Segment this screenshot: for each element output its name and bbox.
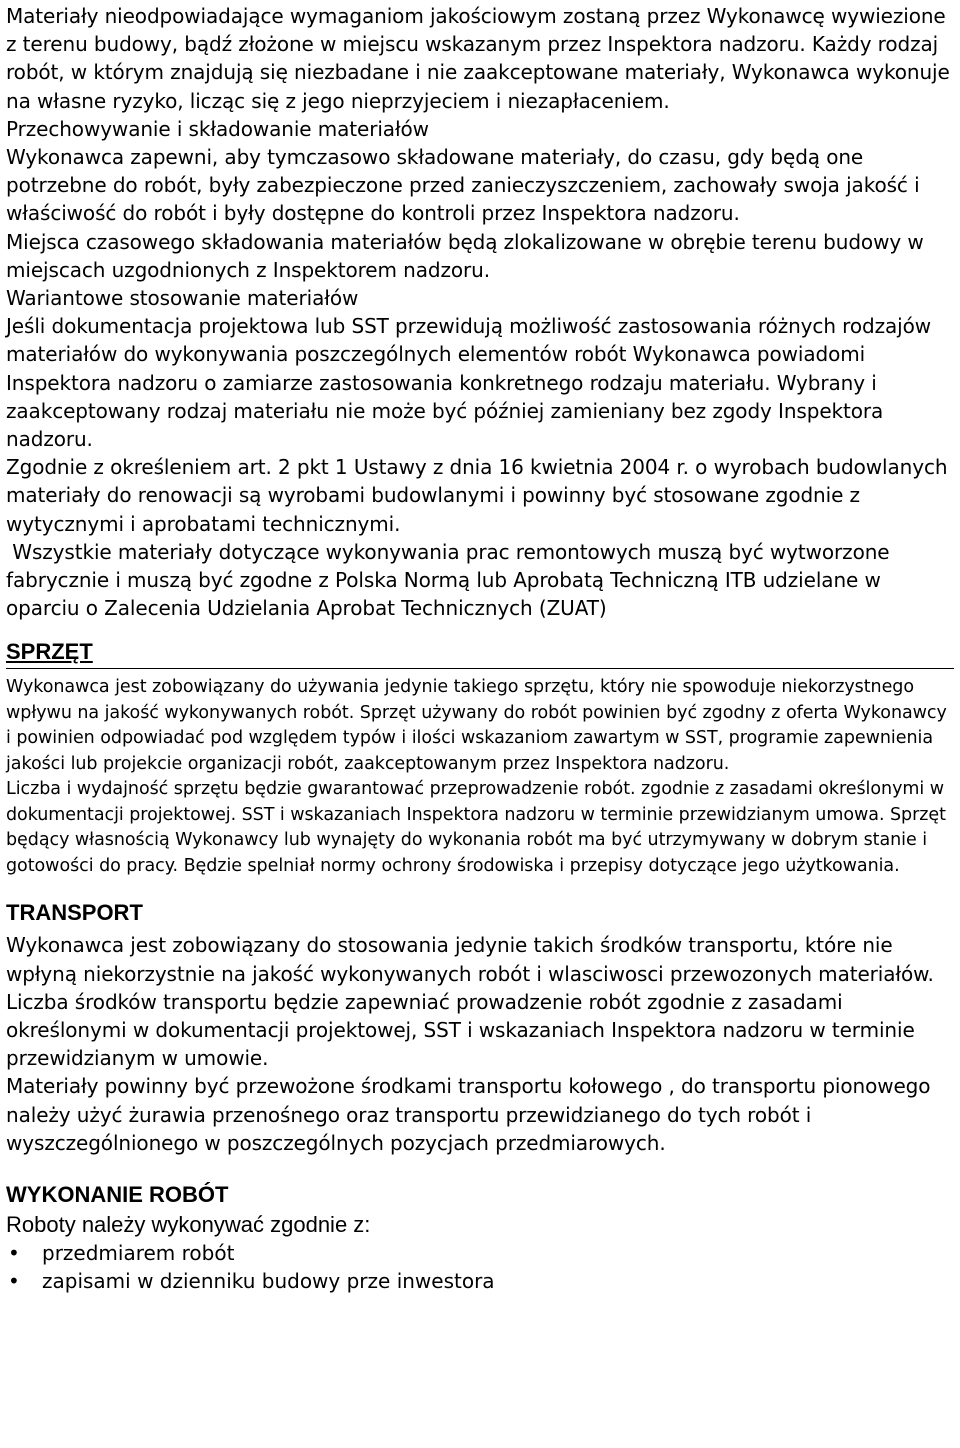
section-heading-wykonanie: WYKONANIE ROBÓT <box>6 1182 229 1208</box>
wykonanie-list <box>6 1239 954 1295</box>
paragraph-transport-vertical: Materiały powinny być przewożone środkami transportu kołowego , do transportu pionowego należy użyć żurawia przenośnego oraz transportu przewidzianego do tych robót i wyszczególnionego w poszczególnych pozycjach przedmiarowych. <box>6 1074 943 1155</box>
sprzet-section <box>6 638 954 879</box>
paragraph-legal-reference: Zgodnie z określeniem art. 2 pkt 1 Ustawy z dnia 16 kwietnia 2004 r. o wyrobach budowlanych materiały do renowacji są wyrobami budowlanymi i powinny być stosowane zgodnie z wytycznymi i aprobatami technicznymi. <box>6 455 948 536</box>
subheading-storage: Przechowywanie i składowanie materiałów <box>6 116 429 141</box>
paragraph-factory-materials: Wszystkie materiały dotyczące wykonywania prac remontowych muszą być wytworzone fabrycznie i muszą być zgodne z Polska Normą lub Aprobatą Techniczną ITB udzielane w oparciu o Zalecenia Udzielania Aprobat Technicznych (ZUAT) <box>6 539 896 621</box>
materials-section <box>6 2 954 622</box>
section-heading-sprzet-text: SPRZĘT <box>6 639 93 665</box>
paragraph-equipment-capacity: Liczba i wydajność sprzętu będzie gwarantować przeprowadzenie robót. zgodnie z zasadami określonymi w dokumentacji projektowej. SST i wskazaniach Inspektora nadzoru w terminie przewidzianym umowa. Sprzęt będący własnością Wykonawcy lub wynajęty do wykonania robót ma być utrzymywany w dobrym stanie i gotowości do pracy. Będzie spelniał normy ochrony środowiska i przepisy dotyczące jego użytkowania. <box>6 779 946 876</box>
paragraph-storage: Wykonawca zapewni, aby tymczasowo składowane materiały, do czasu, gdy będą one potrzebne do robót, były zabezpieczone przed zanieczyszczeniem, zachowały swoja jakość i właściwość do robót i były dostępne do kontroli przez Inspektora nadzoru. <box>6 145 920 226</box>
paragraph-transport-means: Wykonawca jest zobowiązany do stosowania jedynie takich środków transportu, które nie wpłyną niekorzystnie na jakość wykonywanych robót i wlasciwosci przewozonych materiałów. Liczba środków transportu będzie zapewniać prowadzenie robót zgodnie z zasadami określonymi w dokumentacji projektowej, SST i wskazaniach Inspektora nadzoru w terminie przewidzianym w umowie. <box>6 933 934 1071</box>
list-item-text: przedmiarem robót <box>42 1241 235 1266</box>
list-item <box>6 1239 954 1267</box>
section-heading-sprzet <box>6 638 954 669</box>
bullet-icon: • <box>8 1241 20 1266</box>
bullet-icon: • <box>8 1269 20 1294</box>
transport-section <box>6 899 954 1157</box>
list-item-text: zapisami w dzienniku budowy prze inwestora <box>42 1269 495 1294</box>
wykonanie-section <box>6 1181 954 1295</box>
paragraph-rejected-materials: Materiały nieodpowiadające wymaganiom jakościowym zostaną przez Wykonawcę wywiezione z terenu budowy, bądź złożone w miejscu wskazanym przez Inspektora nadzoru. Każdy rodzaj robót, w którym znajdują się niezbadane i nie zaakceptowane materiały, Wykonawca wykonuje na własne ryzyko, licząc się z jego nieprzyjeciem i niezapłaceniem. <box>6 4 950 113</box>
subheading-alternative-materials: Wariantowe stosowanie materiałów <box>6 286 359 311</box>
list-item <box>6 1267 954 1295</box>
wykonanie-intro: Roboty należy wykonywać zgodnie z: <box>6 1212 371 1238</box>
section-heading-transport: TRANSPORT <box>6 900 143 926</box>
paragraph-equipment-usage: Wykonawca jest zobowiązany do używania jedynie takiego sprzętu, który nie spowoduje niekorzystnego wpływu na jakość wykonywanych robót. Sprzęt używany do robót powinien być zgodny z oferta Wykonawcy i powinien odpowiadać pod względem typów i ilości wskazaniom zawartym w SST, programie zapewnienia jakości lub projekcie organizacji robót, zaakceptowanym przez Inspektora nadzoru. <box>6 677 947 774</box>
paragraph-storage-locations: Miejsca czasowego składowania materiałów będą zlokalizowane w obrębie terenu budowy w miejscach uzgodnionych z Inspektorem nadzoru. <box>6 229 924 282</box>
paragraph-alternative-materials: Jeśli dokumentacja projektowa lub SST przewidują możliwość zastosowania różnych rodzajów materiałów do wykonywania poszczególnych elementów robót Wykonawca powiadomi Inspektora nadzoru o zamiarze zastosowania konkretnego rodzaju materiału. Wybrany i zaakceptowany rodzaj materiału nie może być później zamieniany bez zgody Inspektora nadzoru. <box>6 314 931 452</box>
